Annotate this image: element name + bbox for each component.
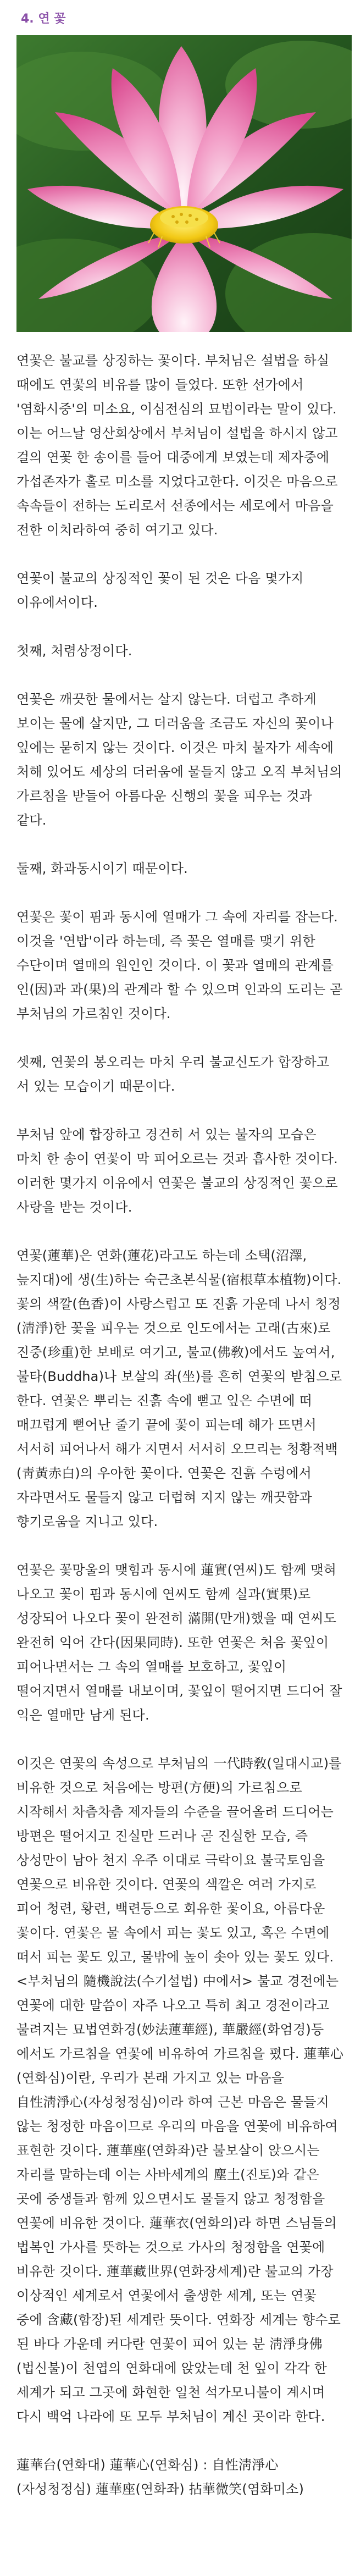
paragraph-first-body: 연꽃은 깨끗한 물에서는 살지 않는다. 더럽고 추하게 보이는 물에 살지만, 그 더러움을 조금도 자신의 꽃이나 잎에는 묻히지 않는 것이다. 이것은 마치 불자가 세속에 처해 있어도 세상의 더러움에 물들지 않고 오직 부처님의 가르침을 받들어 아름다운 신행의 꽃을 피우는 것과 같다. bbox=[16, 692, 342, 828]
lotus-illustration bbox=[16, 35, 352, 332]
paragraph-lotus-definition: 연꽃(蓮華)은 연화(蓮花)라고도 하는데 소택(沼澤, 늪지대)에 생(生)하는 숙근초본식물(宿根草本植物)이다. 꽃의 색깔(色香)이 사랑스럽고 또 진흙 가운데 나서 청정(淸淨)한 꽃을 피우는 것으로 인도에서는 고래(古來)로 진중(珍重)한 보배로 여기고, 불교(佛敎)에서도 높여서, 불타(Buddha)나 보살의 좌(坐)를 흔히 연꽃의 받침으로 한다. 연꽃은 뿌리는 진흙 속에 뻗고 잎은 수면에 떠 매끄럽게 뻗어난 줄기 끝에 꽃이 피는데 해가 뜨면서 서서히 피어나서 해가 지면서 서서히 오므리는 청황적백(靑黃赤白)의 우아한 꽃이다. 연꽃은 진흙 수렁에서 자라면서도 물들지 않고 더럽혀 지지 않는 깨끗함과 향기로움을 지니고 있다. bbox=[16, 1248, 342, 1529]
lotus-flower-image bbox=[16, 35, 352, 332]
paragraph-reasons: 연꽃이 불교의 상징적인 꽃이 된 것은 다음 몇가지 이유에서이다. bbox=[16, 571, 304, 610]
paragraph-second-body: 연꽃은 꽃이 핌과 동시에 열매가 그 속에 자리를 잡는다. 이것을 '연밥'이라 하는데, 즉 꽃은 열매를 맺기 위한 수단이며 열매의 원인인 것이다. 이 꽃과 열매의 관계를 인(因)과 과(果)의 관계라 할 수 있으며 인과의 도리는 곧 부처님의 가르침인 것이다. bbox=[16, 909, 343, 1021]
article-body bbox=[16, 349, 346, 2501]
paragraph-cause-effect: 연꽃은 꽃망울의 맺힘과 동시에 蓮實(연씨)도 함께 맺혀 나오고 꽃이 핌과 동시에 연씨도 함께 실과(實果)로 성장되어 나오다 꽃이 완전히 滿開(만개)했을 때 연씨도 완전히 익어 간다(因果同時). 또한 연꽃은 처음 꽃잎이 피어나면서는 그 속의 열매를 보호하고, 꽃잎이 떨어지면서 열매를 내보이며, 꽃잎이 떨어지면 드디어 잘 익은 열매만 남게 된다. bbox=[16, 1562, 342, 1723]
paragraph-third-body: 부처님 앞에 합장하고 경건히 서 있는 불자의 모습은 마치 한 송이 연꽃이 막 피어오르는 것과 흡사한 것이다. 이러한 몇가지 이유에서 연꽃은 불교의 상징적인 꽃으로 사랑을 받는 것이다. bbox=[16, 1127, 338, 1215]
paragraph-intro: 연꽃은 불교를 상징하는 꽃이다. 부처님은 설법을 하실 때에도 연꽃의 비유를 많이 들었다. 또한 선가에서 '염화시중'의 미소요, 이심전심의 묘법이라는 말이 있다. 이는 어느날 영산회상에서 부처님이 설법을 하시지 않고 걸의 연꽃 한 송이를 들어 대중에게 보였는데 제자중에 가섭존자가 홀로 미소를 지었다고한다. 이것은 마음으로 속속들이 전하는 도리로서 선종에서는 세로에서 마음을 전한 이치라하여 중히 여기고 있다. bbox=[16, 353, 338, 538]
paragraph-teachings: 이것은 연꽃의 속성으로 부처님의 一代時敎(일대시교)를 비유한 것으로 처음에는 방편(方便)의 가르침으로 시작해서 차츰차츰 제자들의 수준을 끌어올려 드디어는 방편은 떨어지고 진실만 드러나 곧 진실한 모습, 즉 상성만이 남아 천지 우주 이대로 극락이요 불국토임을 연꽃으로 비유한 것이다. 연꽃의 색깔은 여러 가지로 피어 청련, 황련, 백련등으로 회유한 꽃이요, 아름다운 꽃이다. 연꽃은 물 속에서 피는 꽃도 있고, 혹은 수면에 떠서 피는 꽃도 있고, 물밖에 높이 솟아 있는 꽃도 있다. <부처님의 隨機說法(수기설법) 中에서> 불교 경전에는 연꽃에 대한 말씀이 자주 나오고 특히 최고 경전이라고 불려지는 묘법연화경(妙法蓮華經), 華嚴經(화엄경)등 에서도 가르침을 연꽃에 비유하여 가르침을 폈다. 蓮華心(연화심)이란, 우리가 본래 가지고 있는 마음을 自性淸淨心(자성청정심)이라 하여 근본 마음은 물들지 않는 청정한 마음이므로 우리의 마음을 연꽃에 비유하여 표현한 것이다. 蓮華座(연화좌)란 불보살이 앉으시는 자리를 말하는데 이는 사바세계의 塵土(진토)와 같은 곳에 중생들과 함께 있으면서도 물들지 않고 청정함을 연꽃에 비유한 것이다. 蓮華衣(연화의)라 하면 스님들의 법복인 가사를 뜻하는 것으로 가사의 청정함을 연꽃에 비유한 것이다. 蓮華藏世界(연화장세계)란 불교의 가장 이상적인 세계로서 연꽃에서 출생한 세계, 또는 연꽃 중에 含藏(함장)된 세계란 뜻이다. 연화장 세계는 향수로 된 바다 가운데 커다란 연꽃이 피어 있는 분 淸淨身佛(법신불)이 천엽의 연화대에 앉았는데 천 잎이 각각 한 세계가 되고 그곳에 화현한 일천 석가모니불이 계시며 다시 백억 나라에 또 모두 부처님이 계신 곳이라 한다. bbox=[16, 1756, 344, 2424]
paragraph-second-heading: 둘째, 화과동시이기 때문이다. bbox=[16, 861, 188, 876]
section-title: 4. 연 꽃 bbox=[21, 12, 66, 26]
paragraph-first-heading: 첫째, 처렴상정이다. bbox=[16, 643, 132, 659]
paragraph-terms: 蓮華台(연화대) 蓮華心(연화심) : 自性淸淨心(자성청정심) 蓮華座(연화좌) 拈華微笑(염화미소) bbox=[16, 2457, 304, 2497]
paragraph-third: 셋째, 연꽃의 봉오리는 마치 우리 불교신도가 합장하고 서 있는 모습이기 때문이다. bbox=[16, 1054, 330, 1094]
